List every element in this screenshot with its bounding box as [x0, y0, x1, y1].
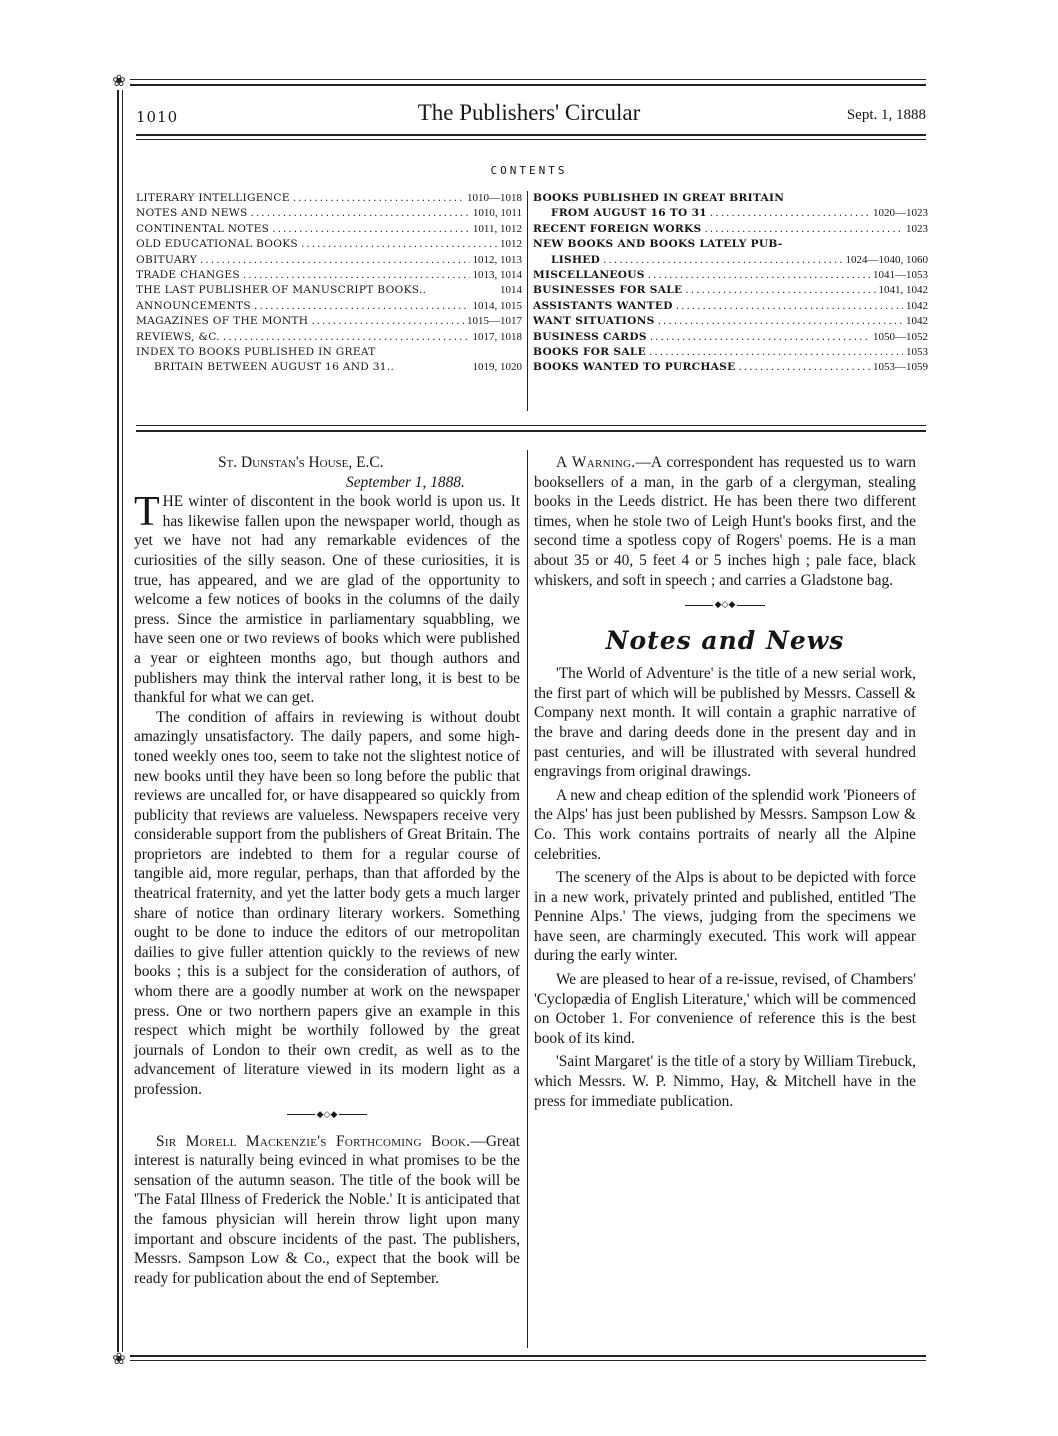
toc-entry: THE LAST PUBLISHER OF MANUSCRIPT BOOKS.. 1014	[136, 284, 522, 297]
article-paragraph: THE winter of discontent in the book world is upon us. It has likewise fallen upon the newspaper world, though as yet we have not had any remarkable evidences of the curiosities of the silly season. One of these curiosities, it is true, has appeared, and we are glad of the opportunity to welcome a few notices of books in the columns of the daily press. Since the armistice in parliamentary squabbling, we have seen one or two reviews of books which were published a year or eighteen months ago, but though authors and publishers may think the interval rather long, it is best to be thankful for what we can get.	[134, 489, 520, 707]
article-paragraph: A Warning.—A correspondent has requested us to warn booksellers of a man, in the garb of a clergyman, stealing books in the Leeds district. He has been there two different times, when he stole two of Leigh Hunt's books first, and the second time a spotless copy of Rogers' poems. He is a man about 35 or 40, 5 feet 4 or 5 inches high ; pale face, black whiskers, and soft in speech ; and carries a Gladstone bag.	[534, 454, 916, 589]
news-item: The scenery of the Alps is about to be depicted with force in a new work, privately printed and published, entitled 'The Pennine Alps.' The views, judging from the specimens we have seen, are charmingly executed. This work will appear during the early winter.	[534, 869, 916, 965]
toc-entry: ANNOUNCEMENTS ..... 1014, 1015	[136, 299, 522, 314]
toc-entry: CONTINENTAL NOTES ..... 1011, 1012	[136, 222, 522, 237]
bottom-left-ornament-icon: ❀	[112, 1349, 126, 1368]
article-paragraph: Sir Morell Mackenzie's Forthcoming Book.—Great interest is naturally being evinced in what promises to be the sensation of the autumn season. The title of the book will be 'The Fatal Illness of Frederick the Noble.' It is anticipated that the famous physician will herein throw light upon many important and obscure incidents of the past. The publishers, Messrs. Sampson Low & Co., expect that the book will be ready for publication about the end of September.	[134, 1132, 520, 1287]
notes-column	[534, 453, 916, 1111]
section-heading: Sir Morell Mackenzie's Forthcoming Book.	[156, 1132, 471, 1150]
toc-entry: OBITUARY ..... 1012, 1013	[136, 253, 522, 268]
toc-entry: REVIEWS, &C. ..... 1017, 1018	[136, 330, 522, 345]
news-item: 'Saint Margaret' is the title of a story by William Tirebuck, which Messrs. W. P. Nimmo, Hay, & Mitchell have in the press for immediate publication.	[534, 1053, 916, 1110]
toc-entry: BOOKS PUBLISHED IN GREAT BRITAIN	[533, 192, 785, 204]
section-separator: ◆◇◆	[534, 594, 916, 616]
toc-entry: MISCELLANEOUS ..... 1041—1053	[533, 268, 928, 283]
journal-title: The Publishers' Circular	[417, 100, 641, 125]
toc-entry: ASSISTANTS WANTED ..... 1042	[533, 299, 928, 314]
toc-entry: BUSINESS CARDS ..... 1050—1052	[533, 330, 928, 345]
bottom-double-rule-inner	[130, 1360, 926, 1361]
drop-cap: T	[134, 489, 160, 536]
toc-entry: BOOKS WANTED TO PURCHASE ..... 1053—1059	[533, 360, 928, 375]
contents-bottom-rule-thick	[136, 430, 926, 432]
toc-entry: RECENT FOREIGN WORKS ..... 1023	[533, 222, 928, 237]
toc-entry: NEW BOOKS AND BOOKS LATELY PUB-	[533, 238, 783, 251]
contents-divider	[527, 191, 528, 411]
section-separator: ◆◇◆	[134, 1104, 520, 1126]
bottom-double-rule	[130, 1355, 926, 1357]
toc-entry: OLD EDUCATIONAL BOOKS ..... 1012	[136, 237, 522, 252]
header-rule-thin	[136, 139, 926, 140]
news-item: 'The World of Adventure' is the title of a new serial work, the first part of which will be published by Messrs. Cassell & Company next month. It will contain a graphic narrative of the brave and daring deeds done in the present day and in past centuries, and will be illustrated with several hundred engravings from original drawings.	[534, 665, 916, 781]
page-number: 1010	[136, 108, 179, 126]
left-border-rule-inner	[122, 90, 123, 1352]
contents-bottom-rule	[136, 425, 926, 426]
article-paragraph: The condition of affairs in reviewing is without doubt amazingly unsatisfactory. The daily papers, and some high-toned weekly ones too, seem to take not the slightest notice of new books until they have been so long before the public that reviews are uncalled for, or have disappeared so quickly from publicity that reviews are valueless. Newspapers receive very considerable support from the publishers of Great Britain. The proprietors are indebted to them for a regular course of tangible aid, more regular, perhaps, than that afforded by the theatrical fraternity, and yet the latter body gets a much larger share of notice than ordinary literary workers. Something ought to be done to induce the editors of our metropolitan dailies to give fuller attention quickly to the reviews of new books ; this is a subject for the consideration of authors, of whom there are a goodly number at work on the newspaper press. One or two northern papers give an example in this respect which might be worthily followed by the great journals of London to their own credit, as well as to the advancement of literature viewed in its modern light as a profession.	[134, 708, 520, 1098]
toc-entry: LITERARY INTELLIGENCE ..... 1010—1018	[136, 191, 522, 206]
contents-left-column	[136, 191, 522, 376]
news-item: We are pleased to hear of a re-issue, revised, of Chambers' 'Cyclopædia of English Literature,' which will be commenced on October 1. For convenience of reference this is the best book of its kind.	[534, 971, 916, 1047]
header-rule	[136, 134, 926, 136]
section-heading: A Warning.	[556, 454, 636, 471]
top-left-ornament-icon: ❀	[112, 71, 126, 90]
leading-article-column	[134, 453, 520, 1288]
top-double-rule	[130, 79, 926, 80]
news-item: A new and cheap edition of the splendid work 'Pioneers of the Alps' has just been published by Messrs. Sampson Low & Co. This work contains portraits of nearly all the Alpine celebrities.	[534, 786, 916, 863]
contents-right-column	[533, 191, 928, 376]
toc-entry: LISHED ..... 1024—1040, 1060	[533, 253, 928, 268]
issue-date: Sept. 1, 1888	[846, 107, 926, 123]
toc-entry: BRITAIN BETWEEN AUGUST 16 AND 31.. 1019, 1020	[154, 361, 522, 374]
toc-entry: MAGAZINES OF THE MONTH ..... 1015—1017	[136, 314, 522, 329]
toc-entry: INDEX TO BOOKS PUBLISHED IN GREAT	[136, 345, 376, 358]
toc-entry: TRADE CHANGES ..... 1013, 1014	[136, 268, 522, 283]
column-divider	[527, 450, 528, 1348]
toc-entry: BOOKS FOR SALE ..... 1053	[533, 345, 928, 360]
top-double-rule-inner	[130, 84, 926, 86]
toc-entry: NOTES AND NEWS ..... 1010, 1011	[136, 206, 522, 221]
toc-entry: FROM AUGUST 16 TO 31 ..... 1020—1023	[533, 206, 928, 221]
left-border-rule	[117, 90, 119, 1352]
dateline	[134, 453, 520, 492]
toc-entry: WANT SITUATIONS ..... 1042	[533, 314, 928, 329]
dateline-place: St. Dunstan's House, E.C.	[218, 454, 384, 471]
toc-entry: BUSINESSES FOR SALE ..... 1041, 1042	[533, 283, 928, 298]
notes-and-news-heading: Notes and News	[605, 626, 845, 656]
contents-title: CONTENTS	[490, 164, 568, 177]
dateline-date: September 1, 1888.	[346, 473, 465, 491]
